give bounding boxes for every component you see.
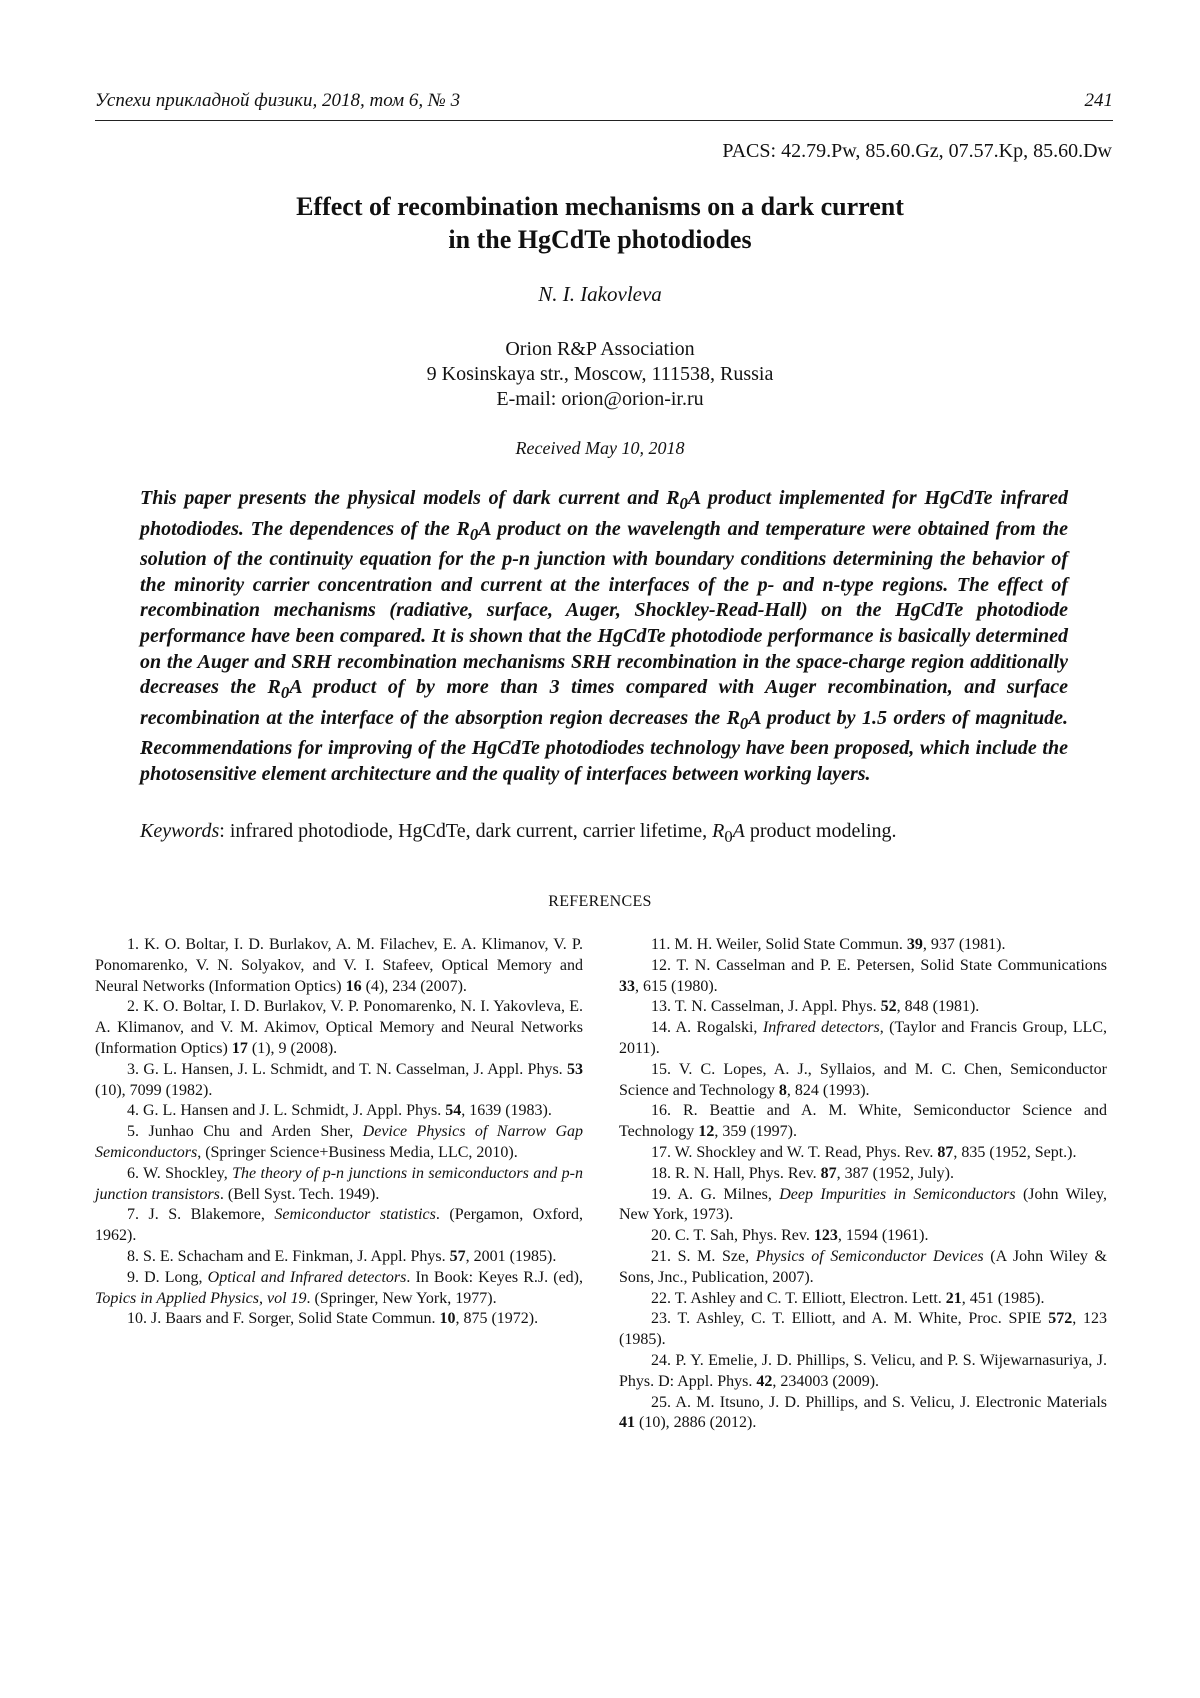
affiliation <box>0 337 1200 412</box>
r0a-symbol: R <box>726 706 740 729</box>
affiliation-org: Orion R&P Association <box>505 338 695 360</box>
reference-item: 22. T. Ashley and C. T. Elliott, Electron. Lett. 21, 451 (1985). <box>651 1289 1045 1307</box>
keyword-a-symbol: A <box>732 820 745 842</box>
reference-item: 8. S. E. Schacham and E. Finkman, J. Appl. Phys. 57, 2001 (1985). <box>127 1247 557 1265</box>
reference-item: 13. T. N. Casselman, J. Appl. Phys. 52, 848 (1981). <box>651 998 980 1016</box>
reference-item: 7. J. S. Blakemore, Semiconductor statistics. (Pergamon, Oxford, 1962). <box>95 1206 584 1245</box>
affiliation-email: E-mail: orion@orion-ir.ru <box>496 388 704 410</box>
reference-item: 3. G. L. Hansen, J. L. Schmidt, and T. N. Casselman, J. Appl. Phys. 53 (10), 7099 (1982). <box>95 1060 583 1099</box>
paper-title-line-1: Effect of recombination mechanisms on a dark current <box>296 192 904 221</box>
abstract-text: A product by 1.5 orders of magnitude. Recommendations for improving of the HgCdTe photodiodes technology have been proposed, which include the photosensitive element architecture and the quality of interfaces between working layers. <box>140 706 1068 785</box>
reference-item: 5. Junhao Chu and Arden Sher, Device Physics of Narrow Gap Semiconductors, (Springer Science+Business Media, LLC, 2010). <box>95 1123 584 1161</box>
reference-item: 25. A. M. Itsuno, J. D. Phillips, and S. Velicu, J. Electronic Materials 41 (10), 2886 (2012). <box>619 1393 1107 1432</box>
affiliation-address: 9 Kosinskaya str., Moscow, 111538, Russia <box>426 363 774 385</box>
page-number: 241 <box>1084 90 1113 111</box>
references-column-right <box>619 935 1107 1434</box>
keywords <box>140 820 1068 847</box>
abstract <box>140 486 1068 788</box>
r0a-subscript: 0 <box>679 494 688 513</box>
author-name: N. I. Iakovleva <box>538 282 662 306</box>
keyword-r-symbol: R <box>712 820 725 842</box>
paper-title-line-2: in the HgCdTe photodiodes <box>448 225 752 254</box>
paper-title <box>0 190 1200 256</box>
reference-item: 10. J. Baars and F. Sorger, Solid State Commun. 10, 875 (1972). <box>127 1310 539 1328</box>
running-header <box>95 90 1113 121</box>
abstract-text: A product of by more than 3 times compared with Auger recombination, and surface recombination at the interface of the absorption region decreases the <box>140 676 1069 729</box>
reference-item: 6. W. Shockley, The theory of p-n junctions in semiconductors and p-n junction transistors. (Bell Syst. Tech. 1949). <box>95 1164 584 1203</box>
r0a-symbol: R <box>267 676 281 699</box>
reference-item: 17. W. Shockley and W. T. Read, Phys. Rev. 87, 835 (1952, Sept.). <box>651 1143 1077 1161</box>
reference-item: 4. G. L. Hansen and J. L. Schmidt, J. Appl. Phys. 54, 1639 (1983). <box>127 1102 552 1120</box>
reference-item: 9. D. Long, Optical and Infrared detectors. In Book: Keyes R.J. (ed), Topics in Applied Physics, vol 19. (Springer, New York, 1977). <box>95 1268 583 1307</box>
reference-item: 12. T. N. Casselman and P. E. Petersen, Solid State Communications 33, 615 (1980). <box>619 956 1107 995</box>
r0a-subscript: 0 <box>280 683 290 703</box>
r0a-symbol: R <box>456 517 470 540</box>
keywords-text: product modeling. <box>744 820 897 842</box>
reference-item: 23. T. Ashley, C. T. Elliott, and A. M. White, Proc. SPIE 572, 123 (1985). <box>619 1310 1108 1349</box>
abstract-text: A product on the wavelength and temperature were obtained from the solution of the continuity equation for the p-n junction with boundary conditions determining the behavior of the minority carrier concentration and current at the interfaces of the p- and n-type regions. The effect of recombination mechanisms (radiative, surface, Auger, Shockley-Read-Hall) on the HgCdTe photodiode performance have been compared. It is shown that the HgCdTe photodiode performance is basically determined on the Auger and SRH recombination mechanisms SRH recombination in the space-charge region additionally decreases the <box>140 517 1069 699</box>
reference-item: 11. M. H. Weiler, Solid State Commun. 39, 937 (1981). <box>651 936 1006 953</box>
r0a-subscript: 0 <box>469 524 479 544</box>
reference-item: 20. C. T. Sah, Phys. Rev. 123, 1594 (1961). <box>651 1227 929 1245</box>
r0a-symbol: R <box>666 487 680 509</box>
reference-item: 1. K. O. Boltar, I. D. Burlakov, A. M. Filachev, E. A. Klimanov, V. P. Ponomarenko, V. N. Solyakov, and V. I. Stafeev, Optical Memory and Neural Networks (Information Optics) 16 (4), 234 (2007). <box>95 936 583 995</box>
pacs-codes: PACS: 42.79.Pw, 85.60.Gz, 07.57.Kp, 85.60.Dw <box>722 140 1112 162</box>
reference-item: 2. K. O. Boltar, I. D. Burlakov, V. P. Ponomarenko, N. I. Yakovleva, E. A. Klimanov, and V. M. Akimov, Optical Memory and Neural Networks (Information Optics) 17 (1), 9 (2008). <box>95 998 583 1057</box>
references-column-left <box>95 935 583 1330</box>
keyword-r-subscript: 0 <box>724 827 733 846</box>
reference-item: 21. S. M. Sze, Physics of Semiconductor Devices (A John Wiley & Sons, Jnc., Publication, 2007). <box>619 1247 1108 1286</box>
r0a-subscript: 0 <box>739 713 749 733</box>
received-date: Received May 10, 2018 <box>515 438 685 458</box>
abstract-text: A product implemented for HgCdTe infrared photodiodes. The dependences of the <box>140 487 1068 540</box>
reference-item: 19. A. G. Milnes, Deep Impurities in Semiconductors (John Wiley, New York, 1973). <box>619 1185 1108 1224</box>
reference-item: 16. R. Beattie and A. M. White, Semiconductor Science and Technology 12, 359 (1997). <box>619 1102 1107 1141</box>
journal-name: Успехи прикладной физики, 2018, том 6, № 3 <box>95 90 461 111</box>
abstract-text: This paper presents the physical models of dark current and <box>140 487 667 509</box>
reference-item: 15. V. C. Lopes, A. J., Syllaios, and M. C. Chen, Semiconductor Science and Technology 8, 824 (1993). <box>619 1060 1107 1099</box>
reference-item: 14. A. Rogalski, Infrared detectors, (Taylor and Francis Group, LLC, 2011). <box>619 1019 1108 1057</box>
keywords-label: Keywords <box>140 820 220 842</box>
reference-item: 18. R. N. Hall, Phys. Rev. 87, 387 (1952, July). <box>651 1164 954 1182</box>
references-heading: REFERENCES <box>548 893 652 910</box>
reference-item: 24. P. Y. Emelie, J. D. Phillips, S. Velicu, and P. S. Wijewarnasuriya, J. Phys. D: Appl. Phys. 42, 234003 (2009). <box>619 1351 1107 1390</box>
keywords-text: : infrared photodiode, HgCdTe, dark current, carrier lifetime, <box>219 820 713 842</box>
